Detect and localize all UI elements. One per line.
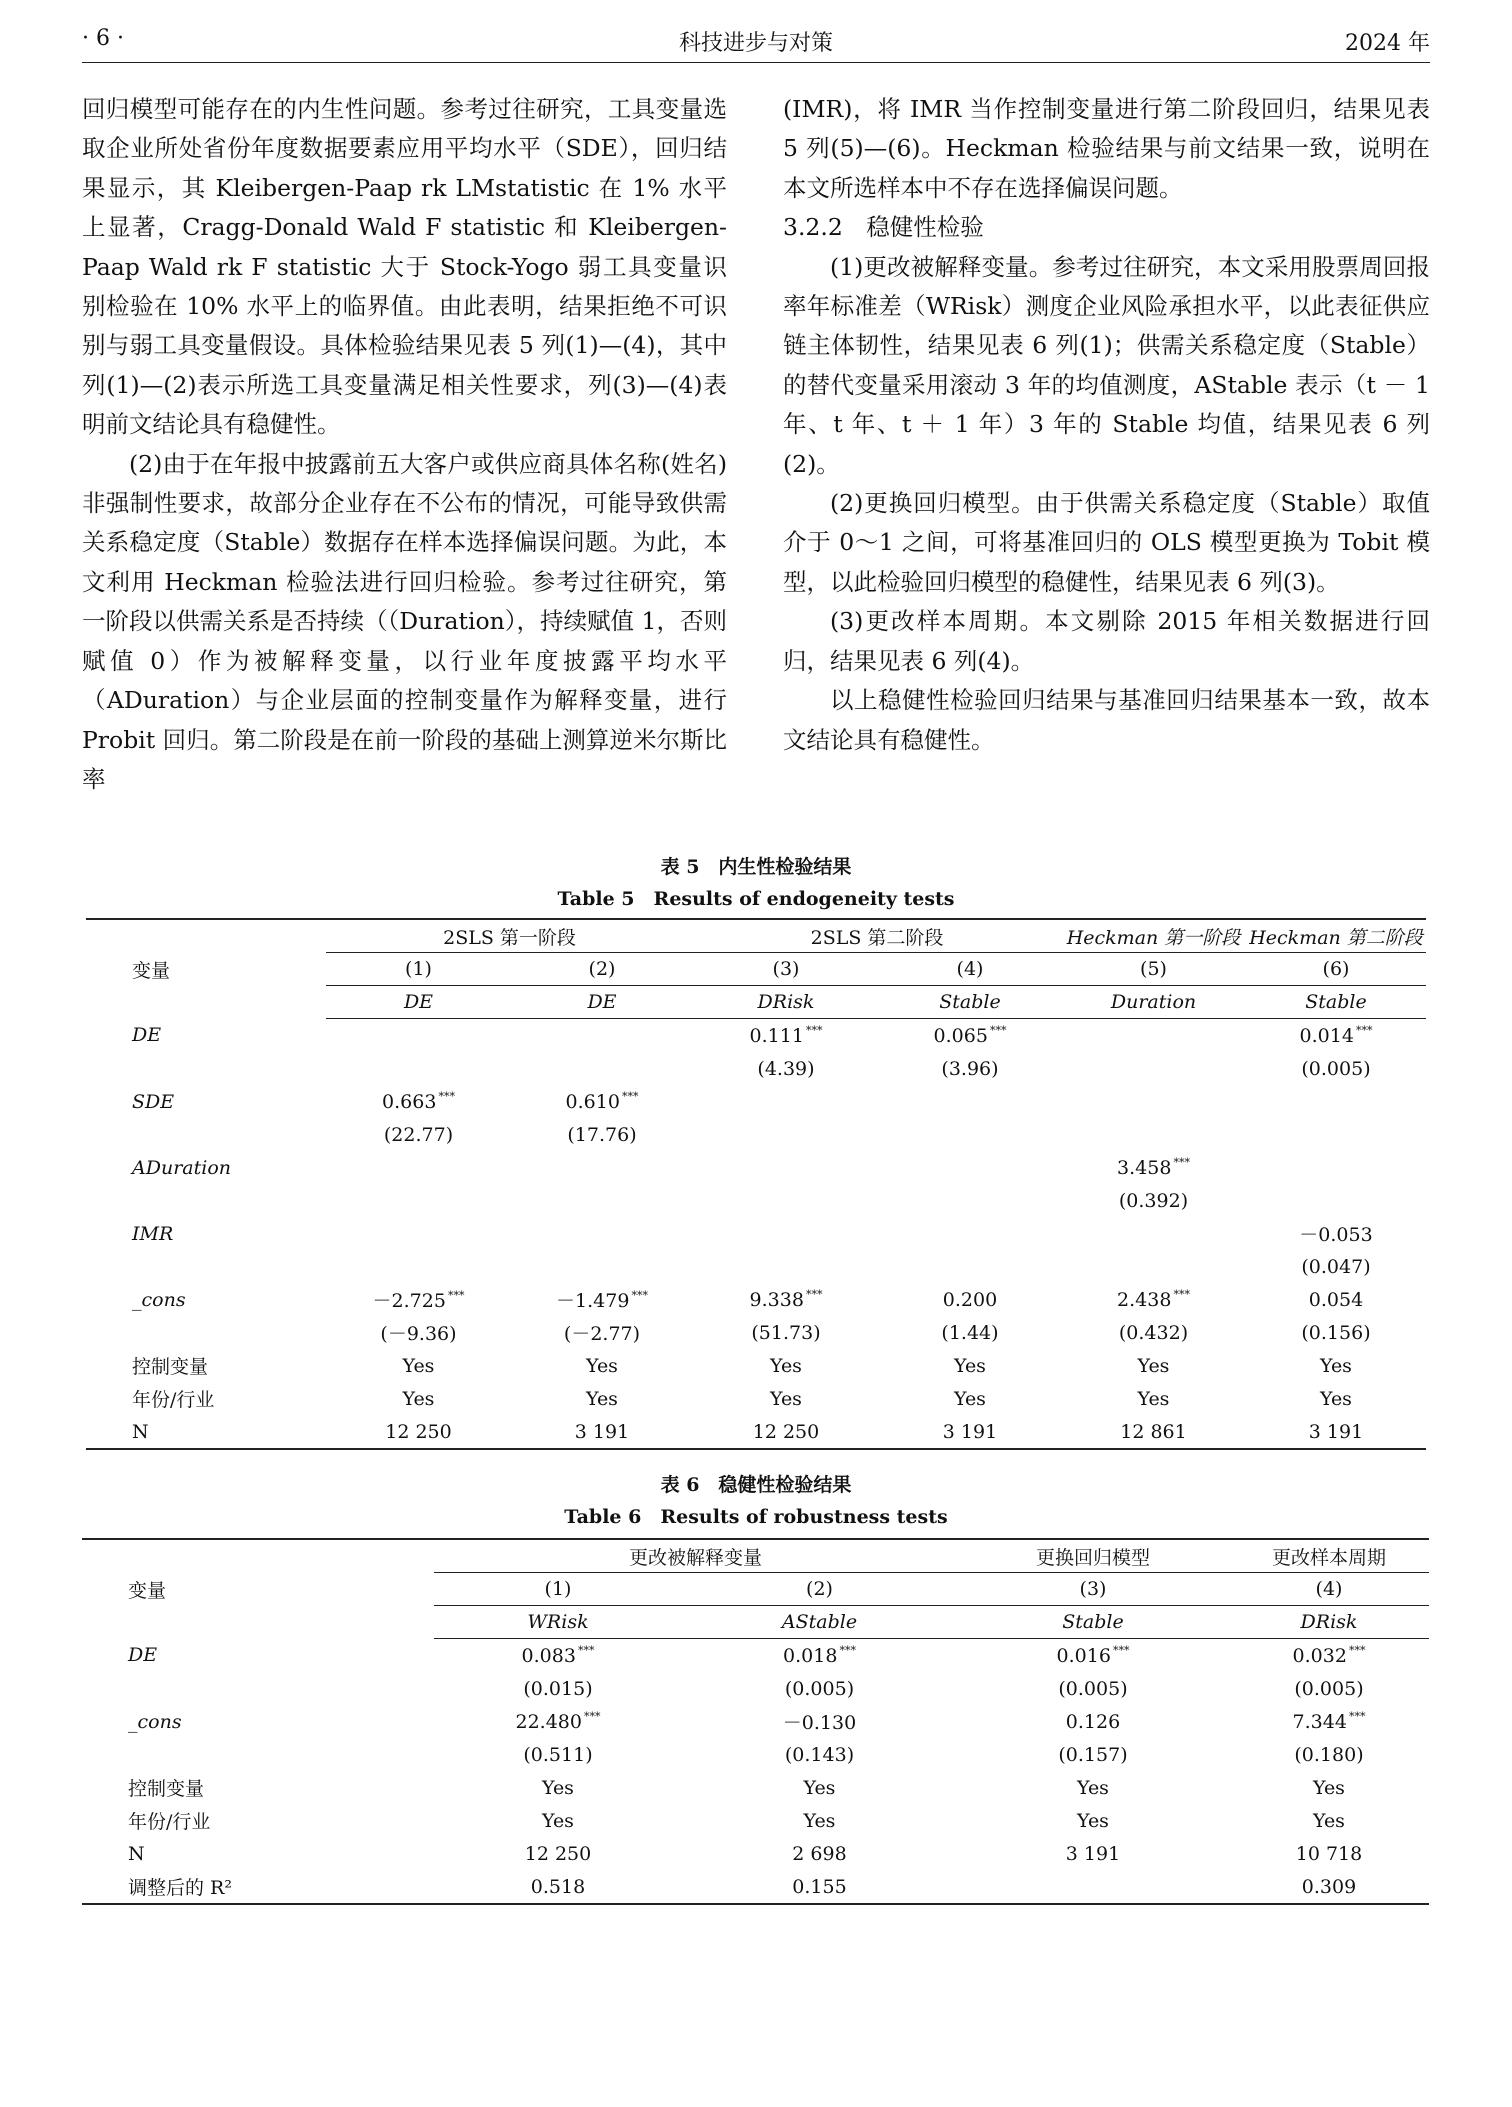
cell-value: 2.438 (1117, 1289, 1172, 1311)
cell-value: Yes (1137, 1354, 1170, 1377)
col-number: (2) (682, 1573, 957, 1606)
cell-value: Yes (954, 1387, 986, 1410)
cell-value: 0.054 (1308, 1288, 1364, 1311)
row-label: 年份/行业 (132, 1389, 215, 1411)
table-cell (879, 1250, 1061, 1283)
row-label: ADuration (132, 1156, 231, 1179)
cell-value: (0.015) (523, 1677, 593, 1700)
table-cell (957, 1639, 1229, 1673)
cell-value: 0.016 (1056, 1645, 1111, 1667)
table-row (82, 1837, 1429, 1870)
cell-value: (4.39) (757, 1057, 815, 1080)
row-label (82, 1738, 434, 1771)
cell-value: Yes (803, 1776, 836, 1799)
dep-var: DE (511, 986, 693, 1019)
table-cell (511, 1052, 693, 1085)
cell-value: 0.083 (521, 1645, 576, 1667)
table-cell (326, 1283, 511, 1316)
table-cell (511, 1382, 693, 1415)
col-number: (5) (1061, 953, 1246, 986)
table-row (82, 1672, 1429, 1705)
cell-value: (0.005) (1294, 1677, 1364, 1700)
table-row (82, 1870, 1429, 1904)
table-cell (511, 1019, 693, 1053)
table-row (82, 1705, 1429, 1738)
paragraph: (3)更改样本周期。本文剔除 2015 年相关数据进行回归，结果见表 6 列(4)。 (783, 607, 1430, 675)
cell-value: 0.111 (749, 1025, 804, 1047)
table-cell (511, 1118, 693, 1151)
table-cell (1061, 1118, 1246, 1151)
group-header: Heckman 第一阶段 (1061, 919, 1246, 953)
table-cell (1246, 1415, 1426, 1449)
table-cell (879, 1382, 1061, 1415)
year: 2024 年 (1345, 31, 1430, 56)
table-cell (1229, 1804, 1429, 1837)
col-number: (3) (957, 1573, 1229, 1606)
cell-value: (0.005) (1301, 1057, 1371, 1080)
table-cell (511, 1316, 693, 1349)
row-label (86, 1052, 326, 1085)
table-cell (434, 1705, 682, 1738)
table-cell (326, 1349, 511, 1382)
table-cell (1246, 1283, 1426, 1316)
cell-value: (0.005) (1058, 1677, 1128, 1700)
row-label (86, 1250, 326, 1283)
group-header: 更改样本周期 (1229, 1539, 1429, 1573)
paragraph: 回归模型可能存在的内生性问题。参考过往研究，工具变量选取企业所处省份年度数据要素应用平均水平（SDE），回归结果显示，其 Kleibergen-Paap rk LMstatistic 在 1% 水平上显著，Cragg-Donald Wald F statistic 和 Kleibergen-Paap Wald rk F statistic 大于 Stock-Yogo 弱工具变量识别检验在 10% 水平上的临界值。由此表明，结果拒绝不可识别与弱工具变量假设。具体检验结果见表 5 列(1)—(4)，其中列(1)—(2)表示所选工具变量满足相关性要求，列(3)—(4)表明前文结论具有稳健性。 (82, 95, 727, 439)
table-cell (326, 1250, 511, 1283)
cell-value: 9.338 (749, 1289, 804, 1311)
table-row (86, 1415, 1426, 1449)
row-label: 控制变量 (132, 1356, 209, 1378)
paragraph: (IMR)，将 IMR 当作控制变量进行第二阶段回归，结果见表 5 列(5)—(6)。Heckman 检验结果与前文结果一致，说明在本文所选样本中不存在选择偏误问题。 (783, 95, 1430, 202)
table-cell (434, 1639, 682, 1673)
table-cell (434, 1738, 682, 1771)
table-cell (879, 1184, 1061, 1217)
significance-stars: *** (1355, 1024, 1373, 1037)
table-cell (693, 1019, 879, 1053)
table-cell (693, 1283, 879, 1316)
table-cell (326, 1415, 511, 1449)
cell-value: Yes (954, 1354, 986, 1377)
significance-stars: *** (631, 1289, 648, 1302)
table-cell (682, 1738, 957, 1771)
cell-value: 0.200 (942, 1288, 998, 1311)
table-cell (879, 1415, 1061, 1449)
significance-stars: *** (447, 1289, 465, 1302)
table-cell (1246, 1085, 1426, 1118)
col-number: (4) (1229, 1573, 1429, 1606)
table-cell (682, 1837, 957, 1870)
group-header: 更改被解释变量 (434, 1539, 957, 1573)
table-cell (1061, 1217, 1246, 1250)
cell-value: Yes (586, 1387, 618, 1410)
row-label: 年份/行业 (128, 1811, 211, 1833)
table-cell (434, 1771, 682, 1804)
table-cell (326, 1019, 511, 1053)
cell-value: 12 250 (385, 1420, 452, 1443)
significance-stars: *** (1348, 1644, 1366, 1657)
dep-var: Duration (1061, 986, 1246, 1019)
table-cell (511, 1085, 693, 1118)
table-cell (682, 1804, 957, 1837)
cell-value: Yes (1077, 1776, 1109, 1799)
table5-caption-en: Table 5 Results of endogeneity tests (557, 888, 955, 910)
col-number: (2) (511, 953, 693, 986)
col-number: (6) (1246, 953, 1426, 986)
row-label: DE (132, 1024, 162, 1047)
table-row (86, 1151, 1426, 1184)
table-cell (326, 1085, 511, 1118)
cell-value: Yes (1320, 1387, 1352, 1410)
cell-value: (0.156) (1301, 1321, 1371, 1344)
row-label (86, 1184, 326, 1217)
journal-name: 科技进步与对策 (678, 31, 833, 56)
var-label: 变量 (86, 919, 326, 1019)
table-cell (326, 1052, 511, 1085)
var-label: 变量 (82, 1539, 434, 1639)
cell-value: (－2.77) (563, 1323, 641, 1345)
table-cell (1229, 1738, 1429, 1771)
table-cell (1229, 1639, 1429, 1673)
significance-stars: *** (577, 1644, 595, 1657)
table-row (86, 1349, 1426, 1382)
table-cell (1246, 1349, 1426, 1382)
table-cell (879, 1052, 1061, 1085)
dep-var: DRisk (693, 986, 879, 1019)
table-cell (693, 1151, 879, 1184)
cell-value: 3.458 (1117, 1157, 1172, 1179)
table-cell (693, 1316, 879, 1349)
table-cell (1229, 1672, 1429, 1705)
cell-value: 0.014 (1299, 1025, 1354, 1047)
significance-stars: *** (1348, 1710, 1366, 1723)
table-cell (1246, 1184, 1426, 1217)
table-row (82, 1639, 1429, 1673)
cell-value: －2.725 (372, 1290, 446, 1312)
row-label: IMR (132, 1222, 174, 1245)
row-label: DE (128, 1644, 158, 1667)
cell-value: 10 718 (1295, 1842, 1363, 1865)
table-cell (1246, 1118, 1426, 1151)
cell-value: Yes (542, 1776, 574, 1799)
significance-stars: *** (1173, 1288, 1190, 1301)
table-row (86, 1250, 1426, 1283)
table-cell (682, 1672, 957, 1705)
table6 (82, 1538, 1429, 1905)
cell-value: Yes (1320, 1354, 1352, 1377)
cell-value: (0.005) (784, 1677, 855, 1700)
cell-value: Yes (803, 1809, 836, 1832)
significance-stars: *** (839, 1644, 856, 1657)
table-cell (1246, 1316, 1426, 1349)
row-label: N (128, 1842, 145, 1865)
cell-value: (－9.36) (380, 1323, 457, 1345)
table6-caption-en: Table 6 Results of robustness tests (564, 1506, 948, 1528)
cell-value: (0.047) (1301, 1255, 1371, 1278)
table-cell (511, 1151, 693, 1184)
cell-value: 3 191 (1065, 1842, 1121, 1865)
table5 (86, 918, 1426, 1450)
table-cell (1061, 1085, 1246, 1118)
row-label (82, 1672, 434, 1705)
table-row (82, 1804, 1429, 1837)
page-header (82, 22, 1430, 63)
significance-stars: *** (1112, 1644, 1130, 1657)
group-header: 更换回归模型 (957, 1539, 1229, 1573)
cell-value: 22.480 (515, 1711, 582, 1733)
cell-value: 12 250 (524, 1842, 592, 1865)
cell-value: (0.432) (1118, 1321, 1189, 1344)
table-cell (1229, 1837, 1429, 1870)
table-cell (1229, 1870, 1429, 1904)
dep-var: AStable (682, 1606, 957, 1639)
cell-value: －0.130 (782, 1712, 857, 1734)
cell-value: Yes (542, 1809, 574, 1832)
table-cell (693, 1415, 879, 1449)
cell-value: (1.44) (941, 1321, 999, 1344)
table-row (86, 1316, 1426, 1349)
table-cell (1061, 1415, 1246, 1449)
cell-value: Yes (586, 1354, 618, 1377)
row-label: 控制变量 (128, 1778, 205, 1800)
table-cell (1246, 1151, 1426, 1184)
table-cell (957, 1771, 1229, 1804)
table-cell (1061, 1184, 1246, 1217)
table-cell (1061, 1283, 1246, 1316)
table-cell (434, 1837, 682, 1870)
table6-caption-cn: 表 6 稳健性检验结果 (660, 1474, 852, 1496)
cell-value: 2 698 (792, 1842, 847, 1865)
significance-stars: *** (805, 1024, 823, 1037)
col-number: (3) (693, 953, 879, 986)
table-cell (326, 1151, 511, 1184)
table-cell (434, 1672, 682, 1705)
cell-value: Yes (1313, 1776, 1345, 1799)
table-cell (957, 1672, 1229, 1705)
table-cell (879, 1316, 1061, 1349)
cell-value: 3 191 (942, 1420, 998, 1443)
table-cell (1061, 1382, 1246, 1415)
table-row (86, 1052, 1426, 1085)
cell-value: Yes (402, 1354, 435, 1377)
table-cell (693, 1052, 879, 1085)
significance-stars: *** (989, 1024, 1007, 1037)
table-cell (511, 1415, 693, 1449)
table-cell (1246, 1382, 1426, 1415)
table-cell (326, 1184, 511, 1217)
significance-stars: *** (805, 1288, 823, 1301)
row-label: N (86, 1415, 326, 1449)
cell-value: Yes (770, 1354, 802, 1377)
table-row (86, 1217, 1426, 1250)
table-cell (957, 1705, 1229, 1738)
table-cell (879, 1349, 1061, 1382)
cell-value: 3 191 (574, 1420, 630, 1443)
table-cell (957, 1804, 1229, 1837)
col-number: (1) (326, 953, 511, 986)
cell-value: －1.479 (556, 1290, 630, 1312)
group-header: 2SLS 第二阶段 (693, 919, 1061, 953)
table-cell (1229, 1705, 1429, 1738)
table-row (86, 1085, 1426, 1118)
dep-var: DRisk (1229, 1606, 1429, 1639)
table-cell (1061, 1151, 1246, 1184)
table-cell (879, 1151, 1061, 1184)
table-cell (682, 1771, 957, 1804)
cell-value: Yes (770, 1387, 802, 1410)
cell-value: 0.018 (783, 1645, 838, 1667)
dep-var: DE (326, 986, 511, 1019)
paragraph: (2)由于在年报中披露前五大客户或供应商具体名称(姓名)非强制性要求，故部分企业存在不公布的情况，可能导致供需关系稳定度（Stable）数据存在样本选择偏误问题。为此，本文利用 Heckman 检验法进行回归检验。参考过往研究，第一阶段以供需关系是否持续（（Duration），持续赋值 1，否则赋值 0）作为被解释变量，以行业年度披露平均水平（ADuration）与企业层面的控制变量作为解释变量，进行 Probit 回归。第二阶段是在前一阶段的基础上测算逆米尔斯比率 (82, 449, 727, 793)
row-label: 调整后的 R² (82, 1870, 434, 1904)
table-cell (693, 1217, 879, 1250)
row-label (86, 1118, 326, 1151)
row-label (86, 1316, 326, 1349)
left-column (82, 90, 727, 799)
dep-var: Stable (957, 1606, 1229, 1639)
dep-var: Stable (1246, 986, 1426, 1019)
cell-value: (3.96) (941, 1057, 999, 1080)
paragraph: (2)更换回归模型。由于供需关系稳定度（Stable）取值介于 0～1 之间，可将基准回归的 OLS 模型更换为 Tobit 模型，以此检验回归模型的稳健性，结果见表 6 列(3)。 (783, 489, 1430, 596)
cell-value: 0.126 (1065, 1710, 1121, 1733)
table-cell (511, 1250, 693, 1283)
cell-value: Yes (402, 1387, 435, 1410)
table-cell (957, 1738, 1229, 1771)
cell-value: 12 250 (752, 1420, 820, 1443)
table-cell (879, 1019, 1061, 1053)
cell-value: (0.511) (523, 1743, 593, 1766)
table-cell (682, 1639, 957, 1673)
table-cell (682, 1705, 957, 1738)
cell-value: (17.76) (567, 1123, 637, 1146)
significance-stars: *** (438, 1090, 455, 1103)
table-cell (879, 1085, 1061, 1118)
significance-stars: *** (583, 1710, 601, 1723)
table-cell (693, 1118, 879, 1151)
cell-value: 0.065 (933, 1025, 988, 1047)
table-cell (1246, 1019, 1426, 1053)
cell-value: Yes (1137, 1387, 1170, 1410)
row-label: SDE (132, 1090, 175, 1113)
cell-value: 0.663 (382, 1091, 437, 1113)
table-cell (693, 1382, 879, 1415)
page-number: · 6 · (82, 26, 124, 51)
table-cell (326, 1217, 511, 1250)
table-row (82, 1738, 1429, 1771)
table-cell (879, 1217, 1061, 1250)
cell-value: (0.157) (1058, 1743, 1128, 1766)
row-label: _cons (128, 1710, 182, 1733)
cell-value: (51.73) (751, 1321, 821, 1344)
table-cell (1061, 1019, 1246, 1053)
cell-value: Yes (1313, 1809, 1345, 1832)
table-cell (511, 1349, 693, 1382)
table-cell (1246, 1217, 1426, 1250)
table-cell (1061, 1349, 1246, 1382)
section-heading: 3.2.2 稳健性检验 (783, 213, 984, 242)
cell-value: 0.309 (1301, 1875, 1357, 1898)
group-header: 2SLS 第一阶段 (326, 919, 693, 953)
table-cell (693, 1184, 879, 1217)
cell-value: －0.053 (1299, 1224, 1373, 1246)
table-cell (1061, 1316, 1246, 1349)
table-cell (957, 1837, 1229, 1870)
table-cell (693, 1250, 879, 1283)
cell-value: 0.518 (530, 1875, 586, 1898)
group-header: Heckman 第二阶段 (1246, 919, 1426, 953)
paragraph: (1)更改被解释变量。参考过往研究，本文采用股票周回报率年标准差（WRisk）测度企业风险承担水平，以此表征供应链主体韧性，结果见表 6 列(1)；供需关系稳定度（Stable）的替代变量采用滚动 3 年的均值测度，AStable 表示（t － 1 年、t 年、t ＋ 1 年）3 年的 Stable 均值，结果见表 6 列(2)。 (783, 252, 1430, 478)
table-cell (434, 1804, 682, 1837)
table-row (82, 1771, 1429, 1804)
cell-value: 0.610 (565, 1091, 620, 1113)
table-cell (326, 1316, 511, 1349)
table-row (86, 1382, 1426, 1415)
dep-var: Stable (879, 986, 1061, 1019)
table-cell (511, 1217, 693, 1250)
table-row (86, 1283, 1426, 1316)
table-cell (682, 1870, 957, 1904)
significance-stars: *** (621, 1090, 639, 1103)
cell-value: (0.143) (784, 1743, 855, 1766)
table-cell (1246, 1052, 1426, 1085)
cell-value: 3 191 (1308, 1420, 1364, 1443)
cell-value: Yes (1077, 1809, 1109, 1832)
table-cell (879, 1118, 1061, 1151)
table-cell (879, 1283, 1061, 1316)
cell-value: (22.77) (383, 1123, 454, 1146)
table-row (86, 1019, 1426, 1053)
row-label: _cons (132, 1288, 186, 1311)
significance-stars: *** (1173, 1156, 1190, 1169)
table-cell (693, 1085, 879, 1118)
table-cell (1229, 1771, 1429, 1804)
table-row (86, 1118, 1426, 1151)
table5-caption-cn: 表 5 内生性检验结果 (660, 856, 852, 878)
col-number: (4) (879, 953, 1061, 986)
col-number: (1) (434, 1573, 682, 1606)
cell-value: (0.180) (1294, 1743, 1364, 1766)
table-cell (1061, 1052, 1246, 1085)
table-cell (957, 1870, 1229, 1904)
table-cell (511, 1283, 693, 1316)
table-row (86, 1184, 1426, 1217)
table-cell (1061, 1250, 1246, 1283)
paragraph: 以上稳健性检验回归结果与基准回归结果基本一致，故本文结论具有稳健性。 (783, 686, 1430, 754)
table-cell (693, 1349, 879, 1382)
cell-value: 0.155 (792, 1875, 847, 1898)
cell-value: 12 861 (1120, 1420, 1187, 1443)
right-column (783, 90, 1430, 760)
table-cell (326, 1118, 511, 1151)
table-cell (434, 1870, 682, 1904)
table-cell (326, 1382, 511, 1415)
table-cell (1246, 1250, 1426, 1283)
dep-var: WRisk (434, 1606, 682, 1639)
cell-value: 7.344 (1292, 1711, 1347, 1733)
cell-value: 0.032 (1292, 1645, 1347, 1667)
table-cell (511, 1184, 693, 1217)
cell-value: (0.392) (1118, 1189, 1189, 1212)
